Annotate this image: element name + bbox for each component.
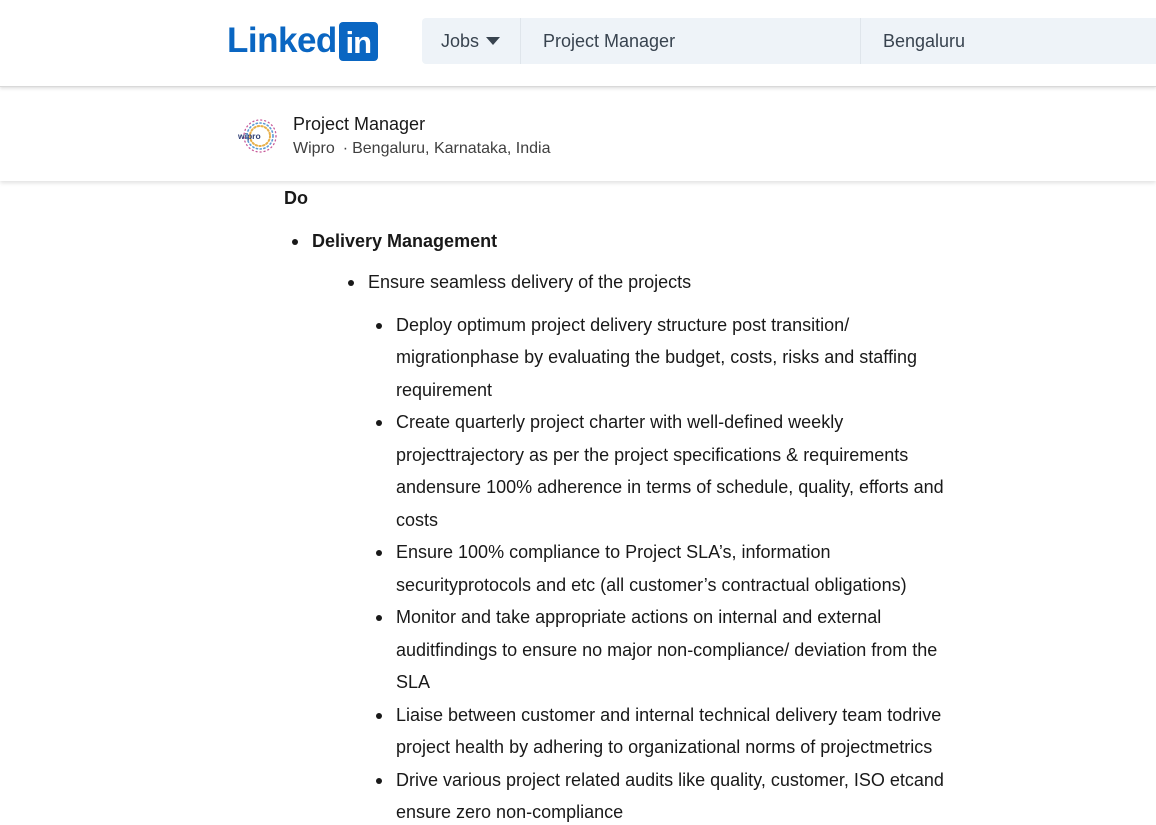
logo-wordmark: Linked xyxy=(227,21,337,60)
bullet-icon xyxy=(376,713,382,719)
caret-down-icon xyxy=(486,37,500,45)
category-label: Delivery Management xyxy=(312,230,498,251)
bullet-icon xyxy=(376,778,382,784)
list-item xyxy=(284,225,964,825)
list-item xyxy=(312,309,964,407)
company-name[interactable]: Wipro xyxy=(293,140,335,157)
job-header xyxy=(0,88,1156,181)
section-heading: Do xyxy=(284,188,308,208)
subcategory-label: Ensure seamless delivery of the projects xyxy=(368,272,692,292)
subcategory-list xyxy=(312,266,964,299)
list-item xyxy=(312,536,964,601)
responsibility-text: Monitor and take appropriate actions on internal and external auditfindings to ensure no major non-compliance/ deviation from the SLA xyxy=(396,607,938,692)
meta-separator: · xyxy=(342,140,349,157)
bullet-icon xyxy=(348,280,354,286)
bullet-icon xyxy=(292,239,298,245)
linkedin-logo[interactable] xyxy=(227,21,378,61)
responsibility-text: Ensure 100% compliance to Project SLA’s, information securityprotocols and etc (all customer’s contractual obligations) xyxy=(396,542,907,595)
bullet-icon xyxy=(376,323,382,329)
responsibility-text: Drive various project related audits like quality, customer, ISO etcand ensure zero non-compliance xyxy=(396,769,944,822)
list-item xyxy=(312,764,964,825)
keyword-search-input[interactable] xyxy=(521,18,861,64)
list-item xyxy=(312,406,964,536)
logo-in-box: in xyxy=(339,22,378,61)
search-vertical-dropdown[interactable] xyxy=(422,18,521,64)
company-logo[interactable] xyxy=(234,117,278,157)
wipro-logo-text: wipro xyxy=(238,131,261,141)
responsibility-text: Liaise between customer and internal technical delivery team todrive project health by adhering to organizational norms of projectmetrics xyxy=(396,704,942,757)
job-search-bar xyxy=(422,18,1156,64)
job-description xyxy=(284,182,964,825)
category-list xyxy=(284,225,964,825)
responsibility-text: Deploy optimum project delivery structure post transition/ migrationphase by evaluating the budget, costs, risks and staffing requirement xyxy=(396,314,917,400)
top-nav xyxy=(0,0,1156,87)
responsibility-text: Create quarterly project charter with well-defined weekly projecttrajectory as per the project specifications & requirements andensure 100% adherence in terms of schedule, quality, efforts and costs xyxy=(396,412,944,530)
list-item xyxy=(312,699,964,764)
responsibility-list xyxy=(312,309,964,825)
bullet-icon xyxy=(376,615,382,621)
list-item xyxy=(312,266,964,299)
job-title: Project Manager xyxy=(293,114,426,134)
location-search-input[interactable] xyxy=(861,18,1156,64)
bullet-icon xyxy=(376,420,382,426)
job-location: Bengaluru, Karnataka, India xyxy=(352,140,551,157)
job-meta xyxy=(293,140,550,158)
list-item xyxy=(312,601,964,699)
bullet-icon xyxy=(376,550,382,556)
search-vertical-label: Jobs xyxy=(441,30,480,51)
wipro-logo-icon xyxy=(234,117,278,157)
